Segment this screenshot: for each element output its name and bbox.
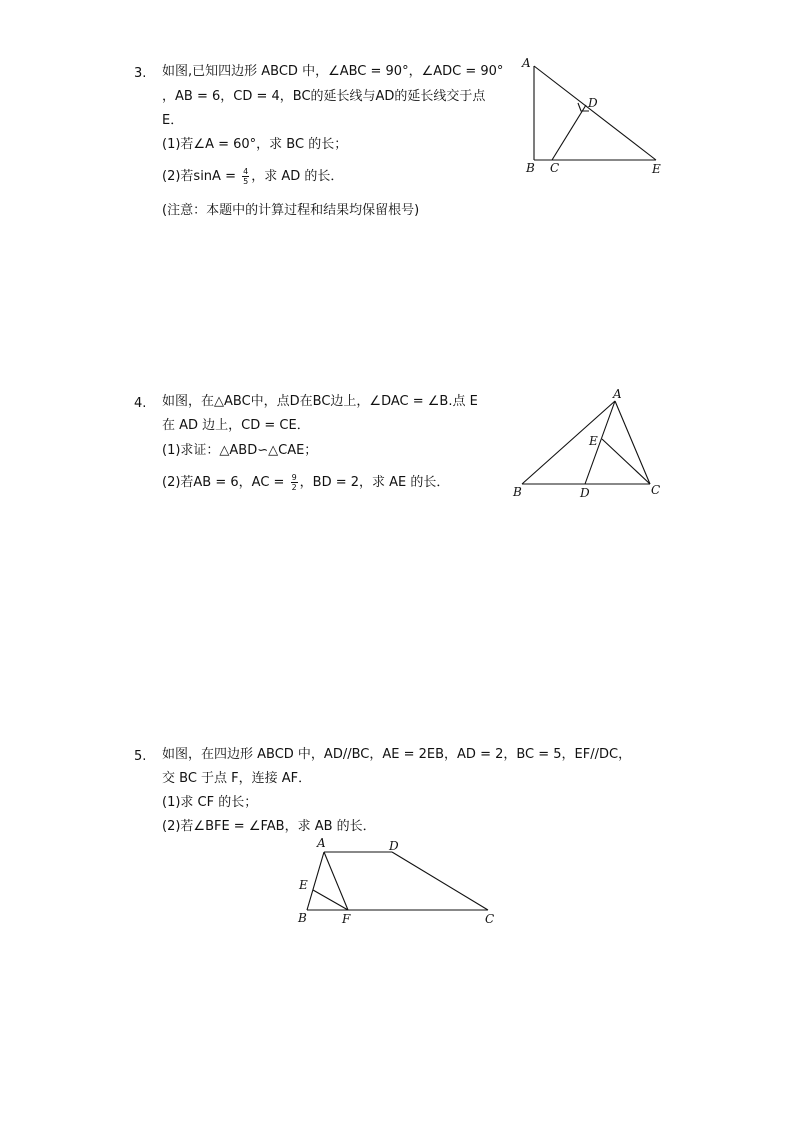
problem-number: 4. xyxy=(134,396,147,411)
label-B: B xyxy=(298,911,307,925)
label-C: C xyxy=(550,161,560,175)
part-2-suffix: ，BD = 2，求 AE 的长． xyxy=(299,475,450,490)
label-A: A xyxy=(522,56,531,70)
segment-DC xyxy=(392,852,488,910)
question-part-1: (1)求证：△ABD∽△CAE； xyxy=(162,443,318,458)
fraction-numerator: 4 xyxy=(243,167,249,176)
problem-text-line: 交 BC 于点 F，连接 AF． xyxy=(162,771,312,786)
fraction-denominator: 2 xyxy=(291,483,297,492)
segment-AB xyxy=(307,852,324,910)
label-A: A xyxy=(317,836,326,850)
fraction xyxy=(242,167,249,186)
geometry-figure-5 xyxy=(290,835,505,930)
segment-AC xyxy=(615,401,650,484)
problem-text-line: 如图，在四边形 ABCD 中，AD//BC，AE = 2EB，AD = 2，BC = 5，EF//DC， xyxy=(162,747,632,762)
question-part-2 xyxy=(162,167,343,186)
label-D: D xyxy=(389,839,399,853)
problem-number: 3. xyxy=(134,66,147,81)
label-C: C xyxy=(651,483,661,497)
problem-note: (注意：本题中的计算过程和结果均保留根号) xyxy=(162,203,420,218)
segment-CE xyxy=(602,439,650,484)
label-E: E xyxy=(299,878,308,892)
question-part-1: (1)若∠A = 60°，求 BC 的长； xyxy=(162,137,348,152)
question-part-2 xyxy=(162,473,449,492)
fraction-denominator: 5 xyxy=(243,177,249,186)
problem-text-line: 在 AD 边上，CD = CE． xyxy=(162,418,310,433)
label-B: B xyxy=(526,161,535,175)
segment-AF xyxy=(324,852,348,910)
fraction xyxy=(291,473,298,492)
part-2-prefix: (2)若sinA = xyxy=(162,169,241,184)
label-D: D xyxy=(588,96,598,110)
part-2-suffix: ，求 AD 的长． xyxy=(251,169,344,184)
label-E: E xyxy=(652,162,661,176)
label-B: B xyxy=(513,485,522,499)
label-E: E xyxy=(589,434,598,448)
question-part-1: (1)求 CF 的长； xyxy=(162,795,258,810)
problem-text-line: ，AB = 6，CD = 4，BC的延长线与AD的延长线交于点 xyxy=(162,89,486,104)
problem-number: 5. xyxy=(134,749,147,764)
segment-CD xyxy=(552,105,586,160)
part-2-prefix: (2)若AB = 6，AC = xyxy=(162,475,289,490)
geometry-figure-3 xyxy=(515,55,675,180)
segment-AE xyxy=(534,66,656,160)
problem-text-line: 如图,已知四边形 ABCD 中，∠ABC = 90°，∠ADC = 90° xyxy=(162,64,504,79)
problem-text-line: 如图，在△ABC中，点D在BC边上，∠DAC = ∠B.点 E xyxy=(162,394,478,409)
fraction-numerator: 9 xyxy=(291,473,297,482)
geometry-figure-4 xyxy=(505,385,670,505)
question-part-2: (2)若∠BFE = ∠FAB，求 AB 的长． xyxy=(162,819,376,834)
segment-EF xyxy=(313,890,348,910)
label-F: F xyxy=(342,912,351,926)
label-C: C xyxy=(485,912,495,926)
segment-AB xyxy=(522,401,615,484)
problem-text-line: E． xyxy=(162,113,184,128)
label-A: A xyxy=(613,387,622,401)
label-D: D xyxy=(580,486,590,500)
